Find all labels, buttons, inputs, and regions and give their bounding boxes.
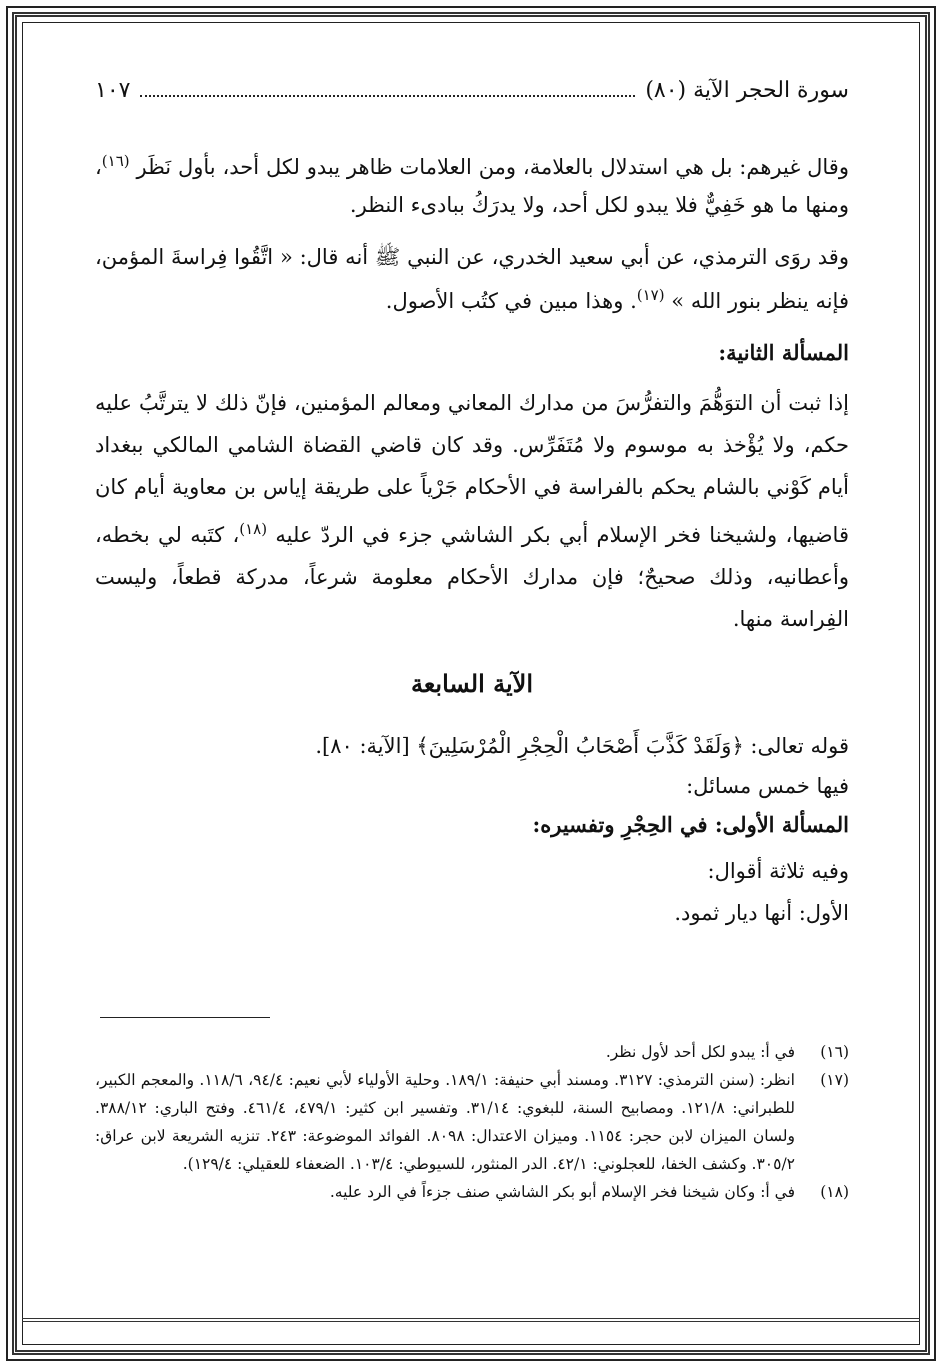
footnote-number: (١٦): [820, 1043, 849, 1061]
footnote: [95, 1038, 849, 1066]
header-title: سورة الحجر الآية (٨٠): [645, 78, 849, 103]
footnote-number: (١٧): [820, 1071, 849, 1089]
paragraph: إذا ثبت أن التوَهُّمَ والتفرُّسَ من مدارك المعاني ومعالم المؤمنين، فإنّ ذلك لا يترتَّبُ عليه حكم، ولا يُؤْخذ به موسوم ولا مُتَفَرِّس. وقد كان قاضي القضاة الشامي المالكي ببغداد أيام كَوْني بالشام يحكم بالفراسة في الأحكام جَرْياً على طريقة إياس بن معاوية أيام كان قاضيها، ولشيخنا فخر الإسلام أبي بكر الشاشي جزء في الردّ عليه $^{(١٨)}$، كتَبه لي بخطه، وأعطانيه، وذلك صحيحٌ؛ فإن مدارك الأحكام معلومة شرعاً، مدركة قطعاً، وليست الفِراسة منها.: [95, 391, 849, 631]
paragraph: وقد روَى الترمذي، عن أبي سعيد الخدري، عن النبي ﷺ أنه قال: « اتَّقُوا فِراسةَ المؤمن، فإنه ينظر بنور الله » $^{(١٧)}$. وهذا مبين في كتُب الأصول.: [95, 245, 849, 313]
quran-verse: قوله تعالى: ﴿وَلَقَدْ كَذَّبَ أَصْحَابُ الْحِجْرِ الْمُرْسَلِينَ﴾ [الآية: ٨٠].: [315, 734, 849, 758]
running-header: [95, 78, 849, 112]
footnote-text: في أ: وكان شيخنا فخر الإسلام أبو بكر الشاشي صنف جزءاً في الرد عليه.: [329, 1183, 795, 1201]
page-number: ١٠٧: [95, 78, 131, 103]
footnote: [95, 1178, 849, 1206]
footnotes: [95, 1038, 849, 1206]
header-leader-dots: [140, 81, 635, 97]
bottom-ornament: [22, 1318, 920, 1322]
footnote-text: انظر: (سنن الترمذي: ٣١٢٧. ومسند أبي حنيفة: ١٨٩/١. وحلية الأولياء لأبي نعيم: ٩٤/٤، ١١٨/٦. والمعجم الكبير، للطبراني: ١٢١/٨. ومصابيح السنة، للبغوي: ٣١/١٤. وتفسير ابن كثير: ٤٧٩/١، ٤٦١/٤. وفتح الباري: ٣٨٨/١٢. ولسان الميزان لابن حجر: ١١٥٤. وميزان الاعتدال: ٨٠٩٨. الفوائد الموضوعة: ٢٤٣. تنزيه الشريعة لابن عراق: ٣٠٥/٢. وكشف الخفا، للعجلوني: ٤٢/١. الدر المنثور، للسيوطي: ١٠٣/٤. الضعفاء للعقيلي: ١٢٩/٤).: [95, 1071, 795, 1173]
issue-heading: المسألة الثانية:: [718, 340, 849, 365]
footnote: [95, 1066, 849, 1178]
paragraph: وقال غيرهم: بل هي استدلال بالعلامة، ومن العلامات ظاهر يبدو لكل أحد، بأول نَظَر $^{(١٦)}$، ومنها ما هو خَفِيٌّ فلا يبدو لكل أحد، ولا يدرَكُ ببادىء النظر.: [95, 152, 849, 217]
paragraph: وفيه ثلاثة أقوال:: [707, 859, 849, 883]
issues-count: فيها خمس مسائل:: [686, 774, 849, 798]
footnote-separator: [100, 1017, 270, 1018]
footnote-number: (١٨): [820, 1183, 849, 1201]
paragraph: الأول: أنها ديار ثمود.: [674, 901, 849, 925]
issue-heading: المسألة الأولى: في الحِجْرِ وتفسيره:: [532, 812, 849, 837]
footnote-ref[interactable]: (١٧): [636, 286, 665, 304]
section-title: الآية السابعة: [410, 669, 534, 698]
footnote-ref[interactable]: (١٦): [101, 152, 130, 170]
footnote-text: في أ: يبدو لكل أحد لأول نظر.: [605, 1043, 795, 1061]
page-content: [95, 78, 849, 932]
footnote-ref[interactable]: (١٨): [239, 520, 268, 538]
